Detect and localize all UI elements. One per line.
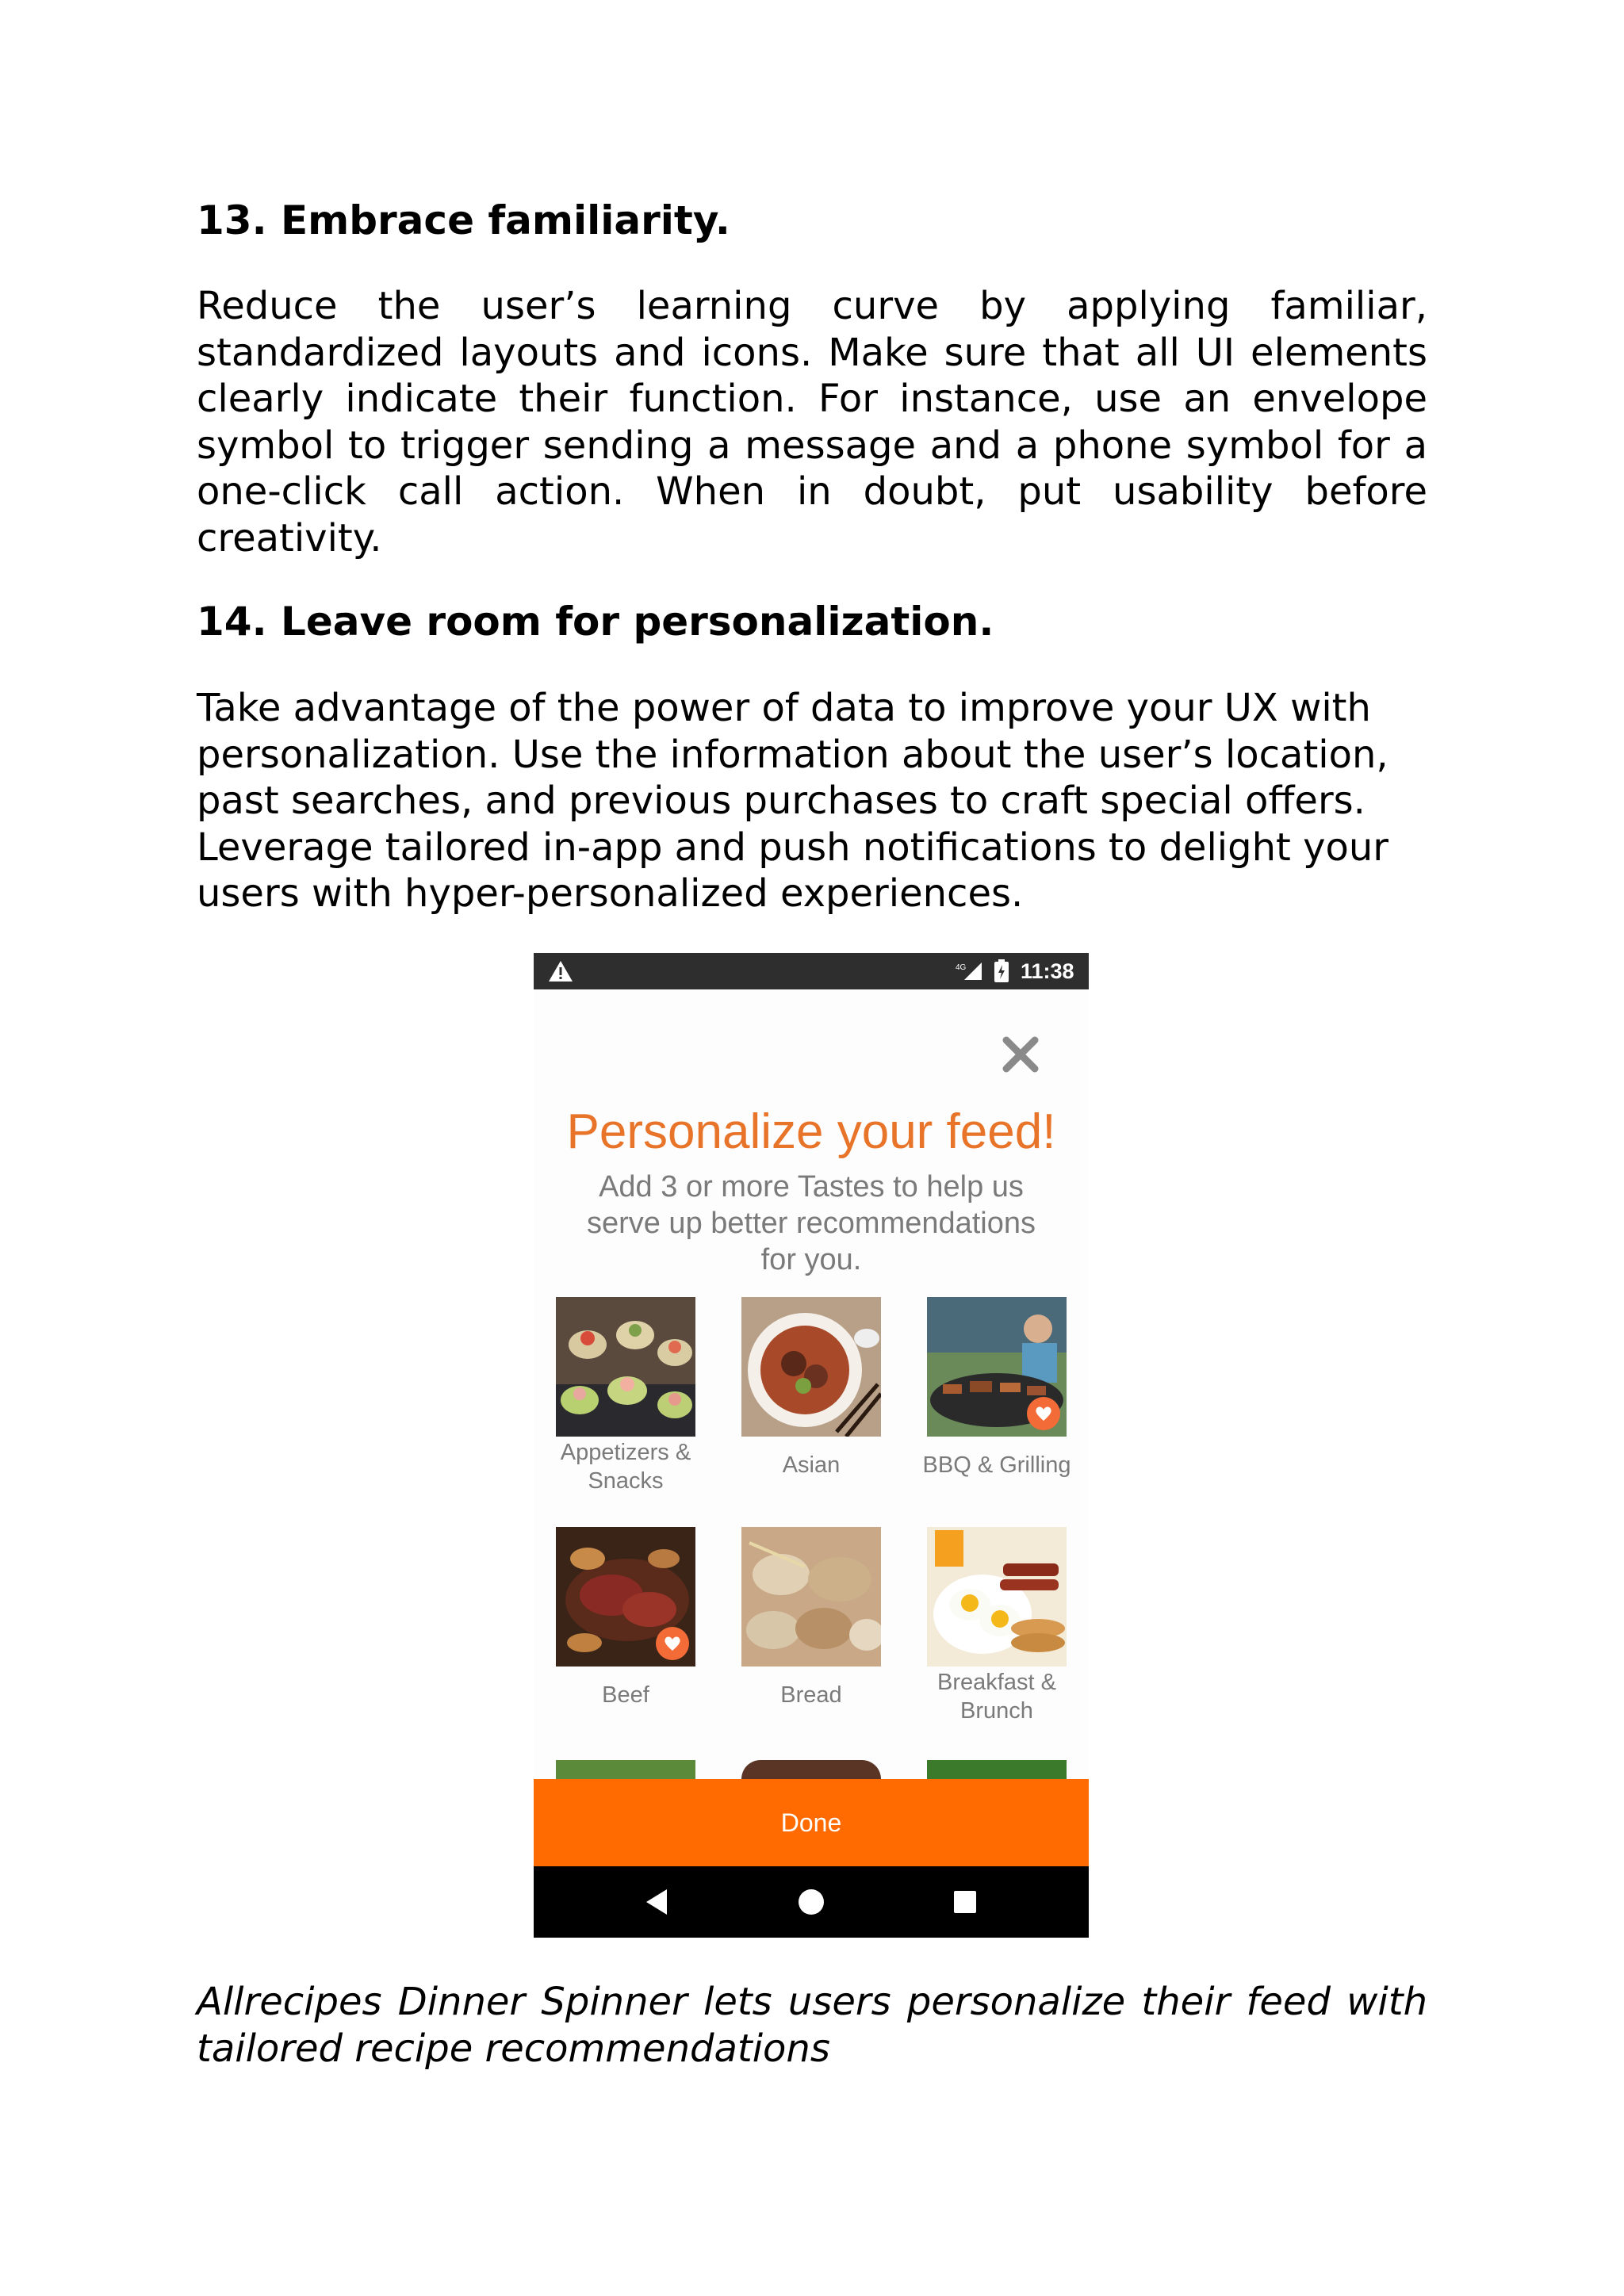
selected-heart-icon [656, 1627, 689, 1660]
beef-image [556, 1527, 695, 1667]
section-14-heading: 14. Leave room for personalization. [197, 599, 994, 645]
selected-heart-icon [1027, 1397, 1060, 1430]
recents-icon[interactable] [949, 1886, 981, 1918]
taste-tile-partial [927, 1760, 1067, 1779]
done-button[interactable]: Done [534, 1779, 1089, 1866]
svg-text:4G: 4G [956, 963, 967, 972]
section-13-heading: 13. Embrace familiarity. [197, 197, 730, 243]
warning-icon [548, 959, 573, 983]
battery-icon [994, 959, 1009, 983]
taste-label: Breakfast & Brunch [937, 1670, 1056, 1724]
back-icon[interactable] [642, 1886, 673, 1918]
bbq-image [927, 1297, 1067, 1437]
home-icon[interactable] [795, 1886, 827, 1918]
phone-screenshot [534, 953, 1089, 1938]
section-13-paragraph: Reduce the user’s learning curve by applying familiar, standardized layouts and icons. Make sure that all UI elements clearly indicate their function. For instance, use an envelope symbol to trigger sending a message and a phone symbol for a one-click call action. When in doubt, put usability before creativity. [197, 284, 1427, 561]
navigation-bar [534, 1866, 1089, 1938]
taste-label: Appetizers & Snacks [560, 1440, 691, 1494]
status-bar [534, 953, 1089, 989]
taste-label: Asian [782, 1452, 841, 1478]
status-time: 11:38 [1021, 959, 1074, 983]
figure-caption: Allrecipes Dinner Spinner lets users personalize their feed with tailored recipe recommendations [197, 1980, 1427, 2071]
personalize-subtitle: Add 3 or more Tastes to help us serve up better recommendations for you. [586, 1170, 1036, 1276]
signal-icon [955, 961, 983, 982]
taste-label: Beef [602, 1682, 649, 1708]
personalize-title: Personalize your feed! [566, 1104, 1056, 1159]
taste-label: BBQ & Grilling [922, 1452, 1071, 1478]
close-icon[interactable] [1000, 1034, 1041, 1075]
taste-tile-partial [741, 1760, 881, 1779]
breakfast-image [927, 1527, 1067, 1667]
asian-image [741, 1297, 881, 1437]
section-14-paragraph: Take advantage of the power of data to improve your UX with personalization. Use the information about the user’s location, past searches, and previous purchases to craft special offers. Leverage tailored in-app and push notifications to delight your users with hyper-personalized experiences. [197, 686, 1389, 916]
taste-tile-partial [556, 1760, 695, 1779]
appetizers-image [556, 1297, 695, 1437]
taste-label: Bread [780, 1682, 842, 1708]
bread-image [741, 1527, 881, 1667]
